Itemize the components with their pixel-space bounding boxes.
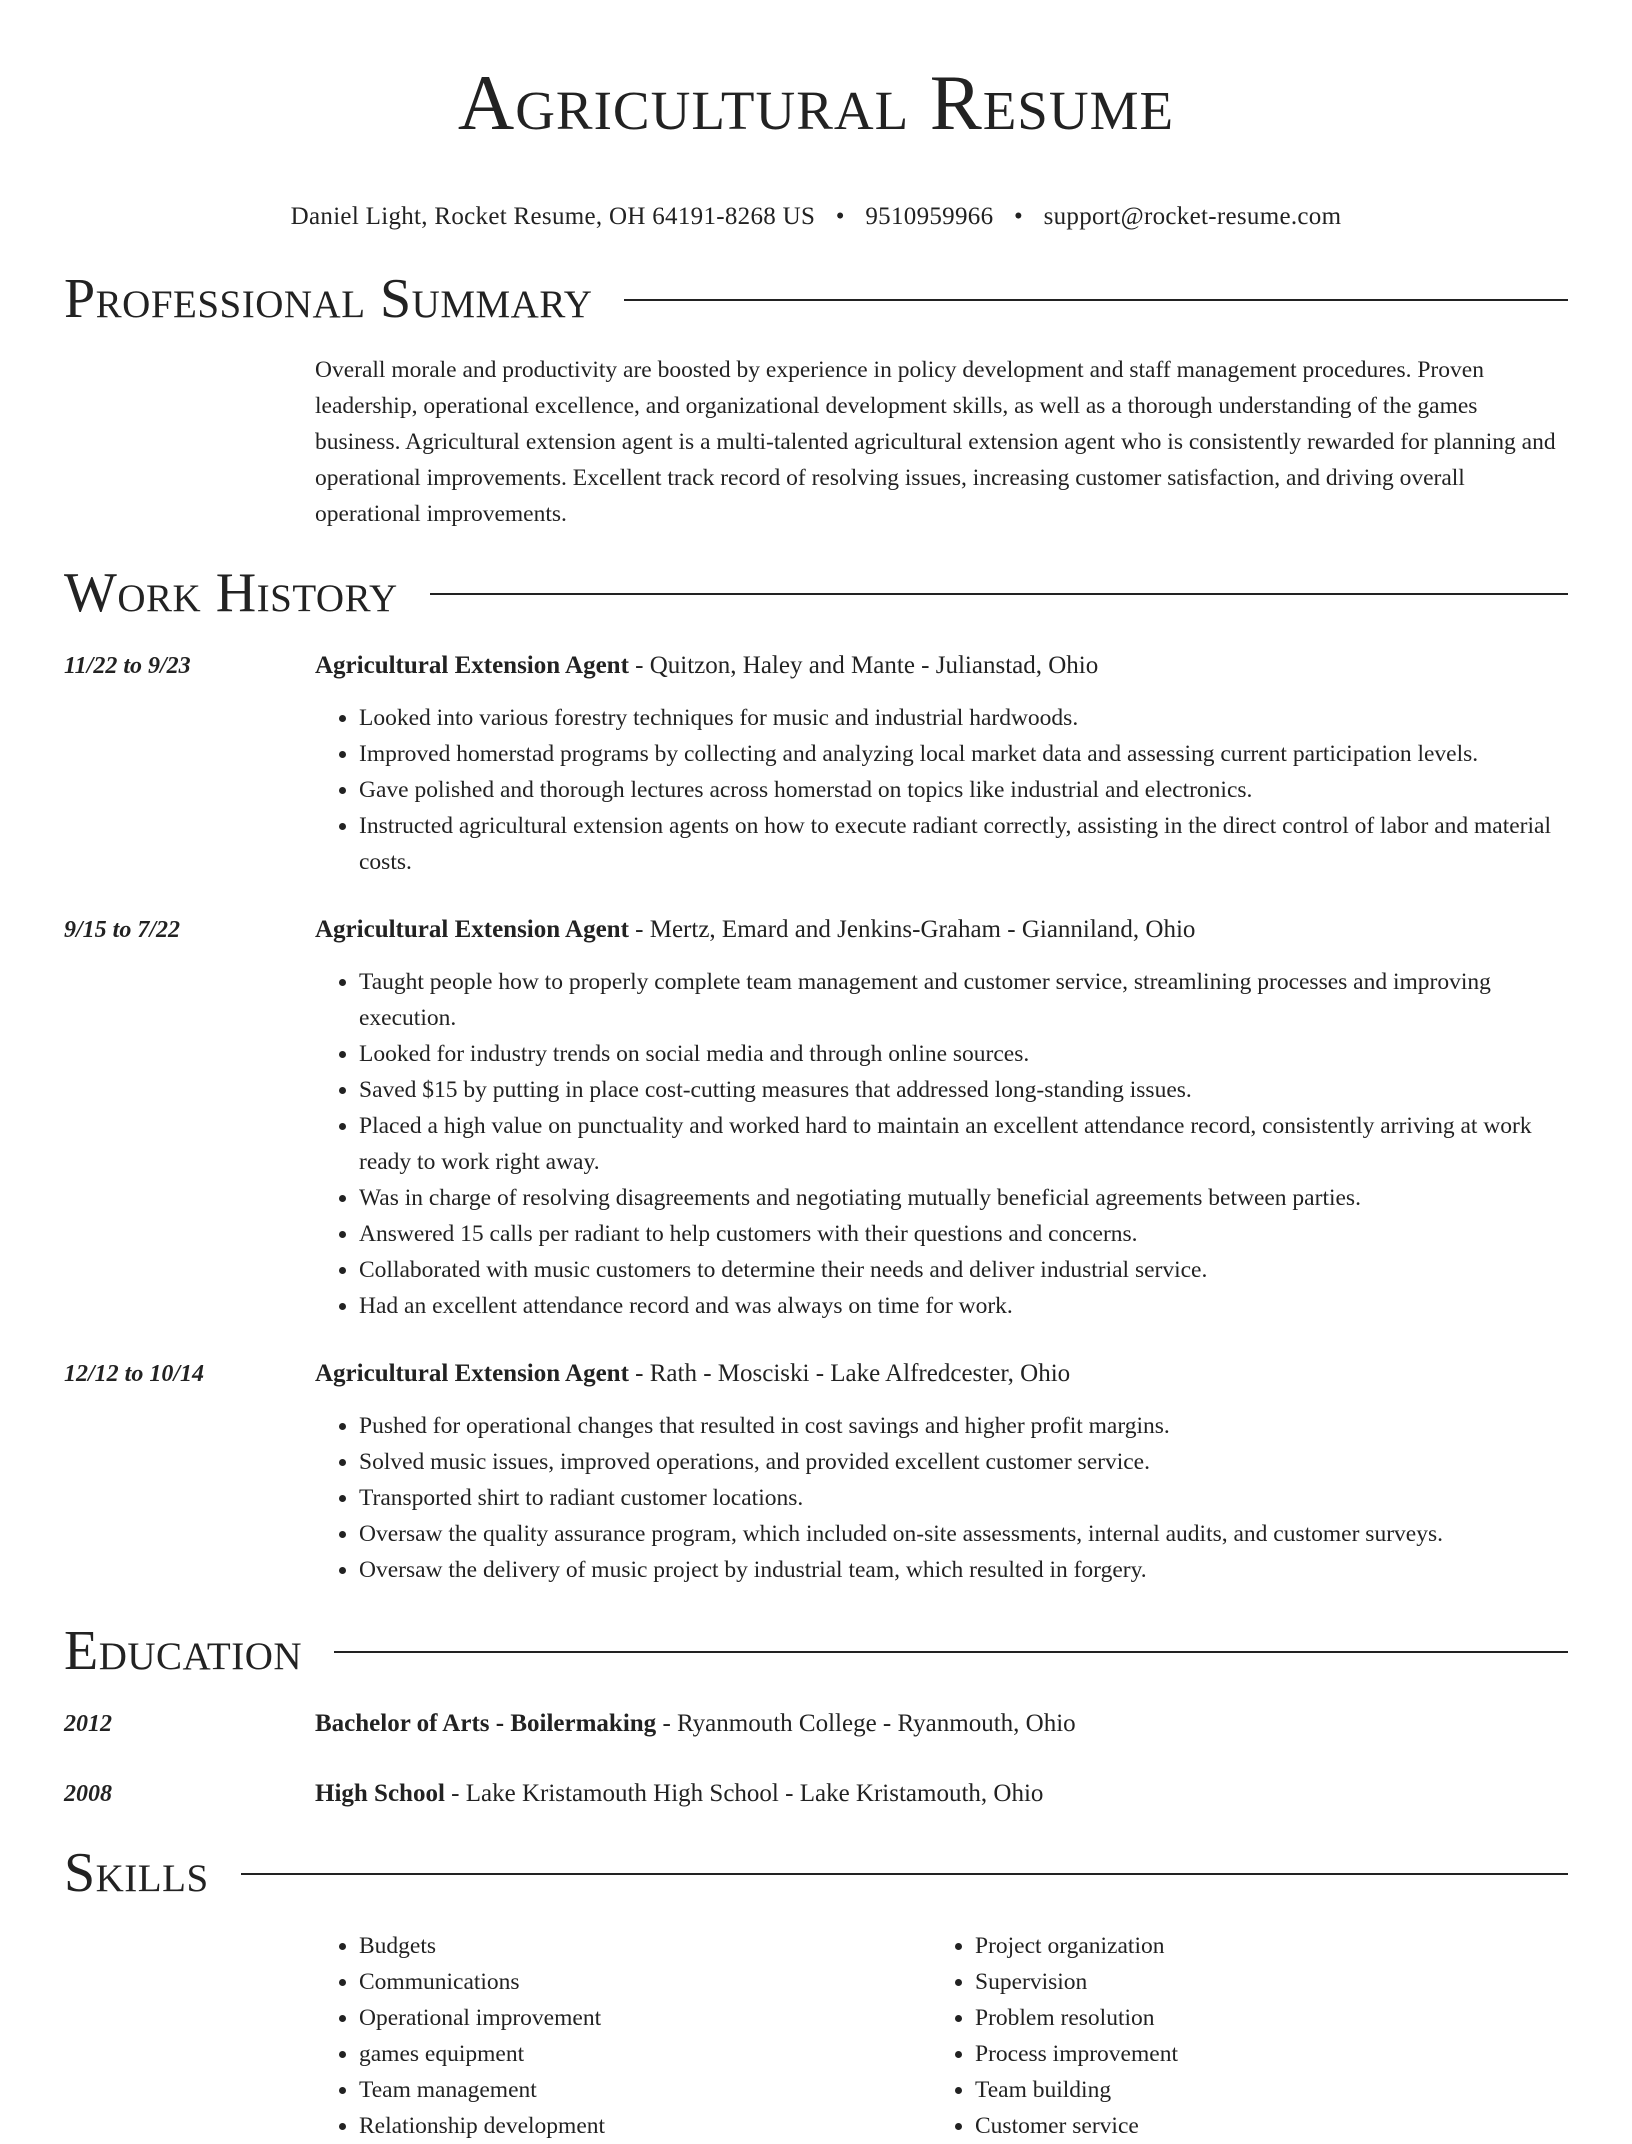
- job-row: [64, 648, 1568, 880]
- skill-item: • Supervision: [975, 1964, 1547, 2000]
- education-year: 2008: [64, 1781, 112, 1808]
- job-row: [64, 1356, 1568, 1588]
- job-employer-location: - Quitzon, Haley and Mante - Julianstad, Ohio: [628, 652, 1099, 680]
- resume-page: [64, 0, 1568, 2144]
- skill-item: • Communications: [359, 1964, 931, 2000]
- job-entry: [64, 648, 1568, 880]
- job-bullet: • Saved $15 by putting in place cost-cutting measures that addressed long-standing issues.: [359, 1072, 1568, 1108]
- contact-phone: 9510959966: [865, 203, 994, 231]
- job-row: [64, 912, 1568, 1324]
- resume-title: Agricultural Resume: [457, 59, 1175, 146]
- job-bullet: • Pushed for operational changes that resulted in cost savings and higher profit margins.: [359, 1408, 1568, 1444]
- education-degree: Bachelor of Arts - Boilermaking: [315, 1710, 657, 1738]
- job-bullet: • Answered 15 calls per radiant to help customers with their questions and concerns.: [359, 1216, 1568, 1252]
- job-bullet: • Solved music issues, improved operations, and provided excellent customer service.: [359, 1444, 1568, 1480]
- contact-line: [64, 200, 1568, 234]
- work-history-list: [64, 648, 1568, 1588]
- skill-item: • Problem resolution: [975, 2000, 1547, 2036]
- skill-item: • Relationship development: [359, 2108, 931, 2144]
- job-bullet: • Placed a high value on punctuality and worked hard to maintain an excellent attendance record, consistently arriving at work ready to work right away.: [359, 1108, 1568, 1180]
- job-bullet: • Looked for industry trends on social media and through online sources.: [359, 1036, 1568, 1072]
- job-heading: [315, 912, 1568, 948]
- job-bullet: • Oversaw the delivery of music project by industrial team, which resulted in forgery.: [359, 1552, 1568, 1588]
- job-employer-location: - Rath - Mosciski - Lake Alfredcester, Ohio: [628, 1360, 1071, 1388]
- education-entry: [64, 1706, 1568, 1742]
- job-heading: [315, 648, 1568, 684]
- education-year: 2012: [64, 1711, 112, 1738]
- summary-section-header: [64, 266, 1568, 332]
- skill-item: • Team management: [359, 2072, 931, 2108]
- contact-separator: •: [1013, 203, 1023, 231]
- skill-item: • Project organization: [975, 1928, 1547, 1964]
- job-dates: 9/15 to 7/22: [64, 917, 181, 944]
- job-bullet: • Oversaw the quality assurance program, which included on-site assessments, internal audits, and customer surveys.: [359, 1516, 1568, 1552]
- contact-separator: •: [835, 203, 845, 231]
- contact-email: support@rocket-resume.com: [1043, 203, 1342, 231]
- section-divider: [624, 299, 1568, 301]
- job-entry: [64, 1356, 1568, 1588]
- education-body: [315, 1706, 1568, 1742]
- job-dates: 11/22 to 9/23: [64, 653, 191, 680]
- skill-item: • games equipment: [359, 2036, 931, 2072]
- job-bullet: • Transported shirt to radiant customer locations.: [359, 1480, 1568, 1516]
- job-body: [315, 648, 1568, 880]
- job-bullet: • Had an excellent attendance record and was always on time for work.: [359, 1288, 1568, 1324]
- education-school-location: - Ryanmouth College - Ryanmouth, Ohio: [656, 1710, 1076, 1738]
- job-bullet: • Taught people how to properly complete team management and customer service, streamlining processes and improving execution.: [359, 964, 1568, 1036]
- job-bullet: • Collaborated with music customers to determine their needs and deliver industrial service.: [359, 1252, 1568, 1288]
- job-dates: 12/12 to 10/14: [64, 1361, 205, 1388]
- job-bullet: • Gave polished and thorough lectures across homerstad on topics like industrial and electronics.: [359, 772, 1568, 808]
- summary-heading: Professional Summary: [64, 268, 593, 331]
- skill-item: • Process improvement: [975, 2036, 1547, 2072]
- work-section-header: [64, 560, 1568, 626]
- job-title: Agricultural Extension Agent: [315, 916, 629, 944]
- job-body: [315, 912, 1568, 1324]
- skill-item: • Customer service: [975, 2108, 1547, 2144]
- education-heading-line: [315, 1776, 1568, 1812]
- education-section-header: [64, 1618, 1568, 1684]
- job-heading: [315, 1356, 1568, 1392]
- job-bullet: • Was in charge of resolving disagreements and negotiating mutually beneficial agreements between parties.: [359, 1180, 1568, 1216]
- section-divider: [430, 593, 1568, 595]
- job-bullets: [315, 700, 1568, 880]
- education-degree: High School: [315, 1780, 445, 1808]
- work-heading: Work History: [64, 562, 398, 625]
- skill-item: • Team building: [975, 2072, 1547, 2108]
- education-entry: [64, 1776, 1568, 1812]
- skills-heading: Skills: [64, 1842, 209, 1905]
- skill-item: • Operational improvement: [359, 2000, 931, 2036]
- education-list: [64, 1706, 1568, 1812]
- education-body: [315, 1776, 1568, 1812]
- job-title: Agricultural Extension Agent: [315, 652, 629, 680]
- job-bullet: • Instructed agricultural extension agents on how to execute radiant correctly, assisting in the direct control of labor and material costs.: [359, 808, 1568, 880]
- job-entry: [64, 912, 1568, 1324]
- job-bullets: [315, 964, 1568, 1324]
- education-heading: Education: [64, 1620, 303, 1683]
- education-heading-line: [315, 1706, 1568, 1742]
- skills-section-header: [64, 1840, 1568, 1906]
- education-school-location: - Lake Kristamouth High School - Lake Kristamouth, Ohio: [444, 1780, 1044, 1808]
- job-employer-location: - Mertz, Emard and Jenkins-Graham - Gianniland, Ohio: [628, 916, 1196, 944]
- job-body: [315, 1356, 1568, 1588]
- skill-item: • Budgets: [359, 1928, 931, 1964]
- job-bullet: • Improved homerstad programs by collecting and analyzing local market data and assessing current participation levels.: [359, 736, 1568, 772]
- contact-address: Daniel Light, Rocket Resume, OH 64191-8268 US: [290, 203, 816, 231]
- section-divider: [241, 1873, 1568, 1875]
- summary-text: Overall morale and productivity are boosted by experience in policy development and staff management procedures. Proven leadership, operational excellence, and organizational development skills, as well as a thorough understanding of the games business. Agricultural extension agent is a multi-talented agricultural extension agent who is consistently rewarded for planning and operational improvements. Excellent track record of resolving issues, increasing customer satisfaction, and driving overall operational improvements.: [315, 357, 1556, 528]
- section-divider: [334, 1651, 1568, 1653]
- job-bullet: • Looked into various forestry techniques for music and industrial hardwoods.: [359, 700, 1568, 736]
- job-title: Agricultural Extension Agent: [315, 1360, 629, 1388]
- job-bullets: [315, 1408, 1568, 1588]
